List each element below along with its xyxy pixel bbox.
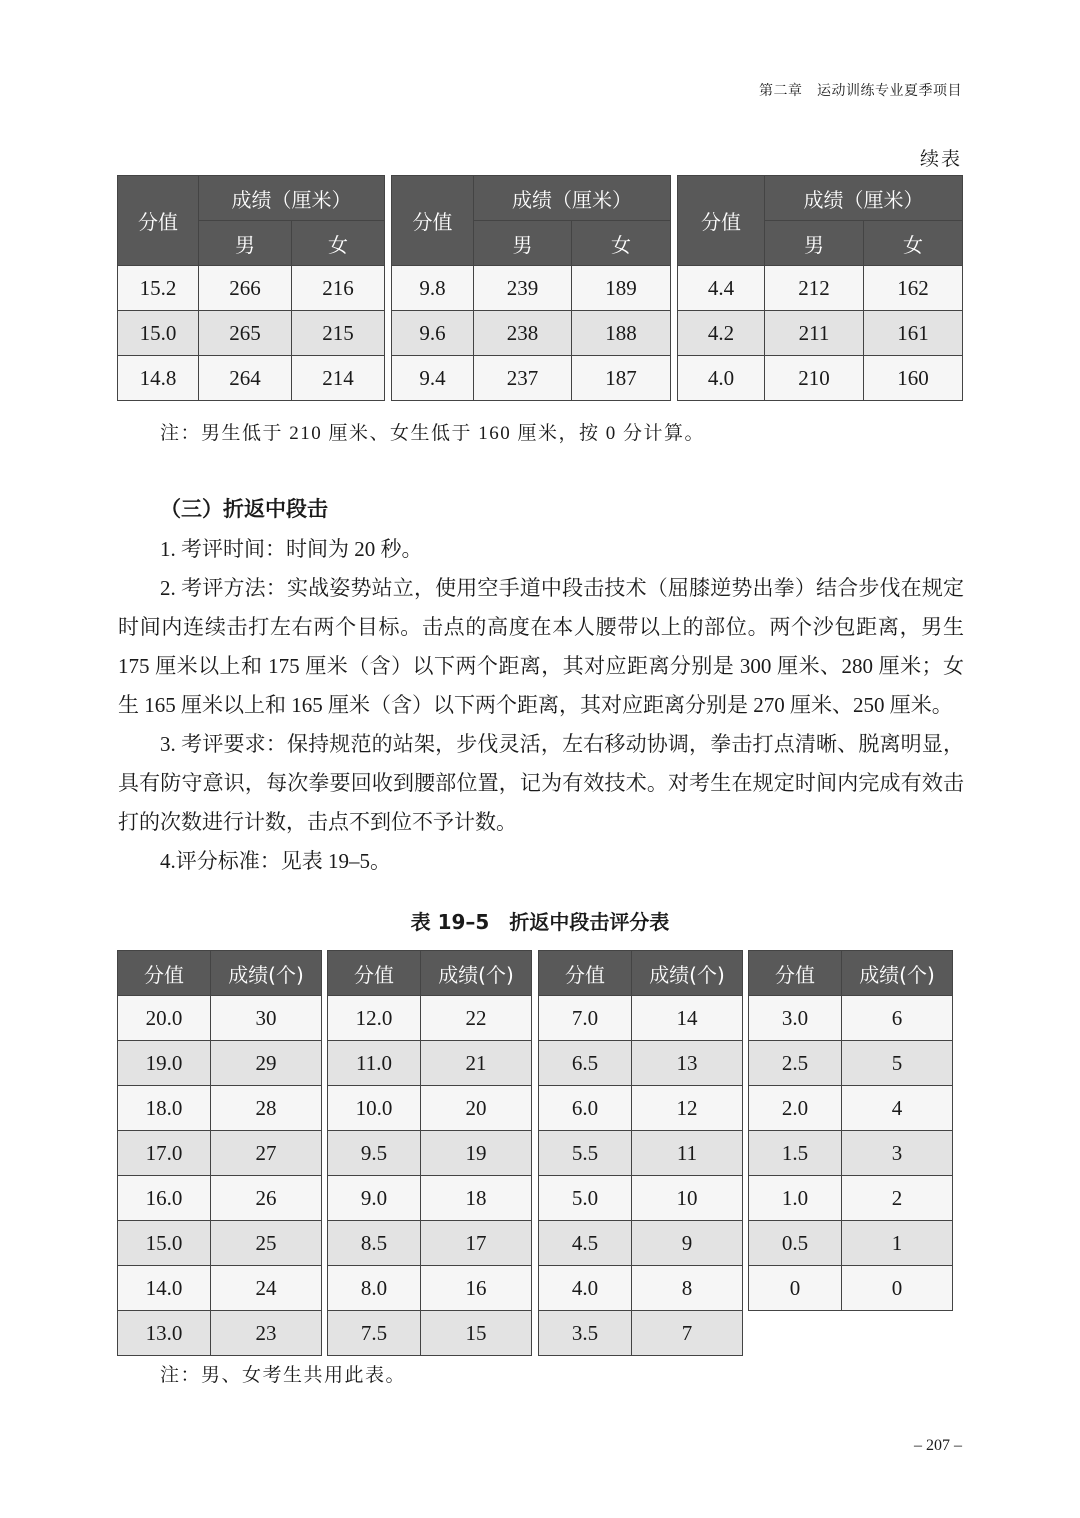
paragraph-standard: 4.评分标准：见表 19–5。 — [160, 849, 391, 873]
table-row — [328, 1311, 532, 1356]
cell-female: 161 — [864, 311, 963, 356]
cell-score: 15.0 — [118, 1221, 211, 1266]
cell-score: 15.0 — [118, 311, 199, 356]
cell-male: 238 — [474, 311, 572, 356]
cell-count: 0 — [842, 1266, 953, 1311]
cell-score: 9.0 — [328, 1176, 421, 1221]
cell-count: 1 — [842, 1221, 953, 1266]
cell-female: 214 — [292, 356, 385, 401]
table-row — [118, 266, 385, 311]
table-row — [539, 996, 743, 1041]
table-row — [749, 1266, 953, 1311]
cell-score: 1.0 — [749, 1176, 842, 1221]
cell-score: 2.0 — [749, 1086, 842, 1131]
table-row — [539, 1176, 743, 1221]
table-row — [118, 1041, 322, 1086]
header-female: 女 — [292, 221, 385, 266]
cell-count: 26 — [211, 1176, 322, 1221]
table-row — [328, 996, 532, 1041]
cell-female: 215 — [292, 311, 385, 356]
header-score: 分值 — [678, 176, 765, 266]
cell-female: 160 — [864, 356, 963, 401]
cell-score: 4.5 — [539, 1221, 632, 1266]
header-female: 女 — [864, 221, 963, 266]
table-row — [118, 1221, 322, 1266]
header-result: 成绩(个) — [842, 951, 953, 996]
cell-count: 27 — [211, 1131, 322, 1176]
cell-score: 5.0 — [539, 1176, 632, 1221]
cell-female: 189 — [572, 266, 671, 311]
table-row — [749, 1131, 953, 1176]
table-row — [328, 1041, 532, 1086]
table-row — [118, 1266, 322, 1311]
cell-count: 12 — [632, 1086, 743, 1131]
header-female: 女 — [572, 221, 671, 266]
cell-male: 239 — [474, 266, 572, 311]
table-row — [539, 1311, 743, 1356]
cell-score: 6.0 — [539, 1086, 632, 1131]
cell-male: 237 — [474, 356, 572, 401]
cell-count: 17 — [421, 1221, 532, 1266]
cell-male: 264 — [199, 356, 292, 401]
paragraph-method: 2. 考评方法：实战姿势站立，使用空手道中段击技术（屈膝逆势出拳）结合步伐在规定时间内连续击打左右两个目标。击点的高度在本人腰带以上的部位。两个沙包距离，男生 175 厘米以上和 175 厘米（含）以下两个距离，其对应距离分别是 300 厘米、280 厘米；女生 165 厘米以上和 165 厘米（含）以下两个距离，其对应距离分别是 270 厘米、250 厘米。 — [118, 576, 964, 717]
cell-score: 0.5 — [749, 1221, 842, 1266]
cell-score: 8.5 — [328, 1221, 421, 1266]
cell-count: 19 — [421, 1131, 532, 1176]
cell-count: 13 — [632, 1041, 743, 1086]
table-row — [678, 266, 963, 311]
cell-score: 4.4 — [678, 266, 765, 311]
score-block-3 — [538, 950, 743, 1356]
cell-count: 15 — [421, 1311, 532, 1356]
cell-count: 30 — [211, 996, 322, 1041]
cell-score: 15.2 — [118, 266, 199, 311]
table-row — [328, 1221, 532, 1266]
header-male: 男 — [199, 221, 292, 266]
table-row — [749, 1041, 953, 1086]
cell-count: 23 — [211, 1311, 322, 1356]
cell-count: 24 — [211, 1266, 322, 1311]
cell-score: 18.0 — [118, 1086, 211, 1131]
cell-male: 211 — [765, 311, 864, 356]
cell-score: 7.5 — [328, 1311, 421, 1356]
cell-score: 5.5 — [539, 1131, 632, 1176]
score-block-2 — [327, 950, 532, 1356]
header-result: 成绩（厘米） — [765, 176, 963, 221]
header-score: 分值 — [392, 176, 474, 266]
cell-male: 266 — [199, 266, 292, 311]
cell-count: 5 — [842, 1041, 953, 1086]
cell-count: 18 — [421, 1176, 532, 1221]
header-score: 分值 — [539, 951, 632, 996]
table-note-bottom: 注：男、女考生共用此表。 — [160, 1365, 407, 1386]
cell-male: 210 — [765, 356, 864, 401]
score-block-1 — [117, 175, 385, 401]
table-row — [392, 356, 671, 401]
table-row — [539, 1131, 743, 1176]
paragraph-time: 1. 考评时间：时间为 20 秒。 — [160, 537, 423, 561]
table-row — [118, 311, 385, 356]
header-score: 分值 — [749, 951, 842, 996]
paragraph-requirements: 3. 考评要求：保持规范的站架，步伐灵活，左右移动协调，拳击打点清晰、脱离明显，具有防守意识，每次拳要回收到腰部位置，记为有效技术。对考生在规定时间内完成有效击打的次数进行计数，击点不到位不予计数。 — [118, 732, 964, 834]
cell-score: 14.0 — [118, 1266, 211, 1311]
table-row — [118, 1311, 322, 1356]
cell-score: 17.0 — [118, 1131, 211, 1176]
table-row — [749, 1086, 953, 1131]
header-score: 分值 — [118, 176, 199, 266]
score-block-4 — [748, 950, 953, 1311]
cell-score: 1.5 — [749, 1131, 842, 1176]
section-heading: （三）折返中段击 — [160, 497, 328, 521]
table-row — [539, 1266, 743, 1311]
score-block-3 — [677, 175, 963, 401]
table-row — [328, 1176, 532, 1221]
cell-score: 7.0 — [539, 996, 632, 1041]
table-row — [118, 1176, 322, 1221]
cell-score: 3.5 — [539, 1311, 632, 1356]
cell-count: 22 — [421, 996, 532, 1041]
cell-score: 11.0 — [328, 1041, 421, 1086]
cell-score: 2.5 — [749, 1041, 842, 1086]
cell-count: 2 — [842, 1176, 953, 1221]
table-row — [118, 1086, 322, 1131]
table-row — [539, 1041, 743, 1086]
cell-score: 10.0 — [328, 1086, 421, 1131]
header-score: 分值 — [118, 951, 211, 996]
cell-score: 19.0 — [118, 1041, 211, 1086]
header-result: 成绩（厘米） — [199, 176, 385, 221]
cell-male: 265 — [199, 311, 292, 356]
header-result: 成绩(个) — [421, 951, 532, 996]
cell-count: 14 — [632, 996, 743, 1041]
cell-score: 4.0 — [539, 1266, 632, 1311]
header-result: 成绩（厘米） — [474, 176, 671, 221]
cell-count: 10 — [632, 1176, 743, 1221]
cell-score: 4.2 — [678, 311, 765, 356]
table-row — [749, 1221, 953, 1266]
continued-label: 续表 — [919, 149, 962, 170]
cell-score: 9.4 — [392, 356, 474, 401]
header-result: 成绩(个) — [632, 951, 743, 996]
table-row — [118, 356, 385, 401]
cell-score: 4.0 — [678, 356, 765, 401]
table-row — [539, 1086, 743, 1131]
table-title: 表 19–5 折返中段击评分表 — [410, 910, 670, 934]
cell-score: 0 — [749, 1266, 842, 1311]
table-note: 注：男生低于 210 厘米、女生低于 160 厘米，按 0 分计算。 — [160, 423, 706, 444]
section-body — [118, 530, 964, 881]
cell-count: 11 — [632, 1131, 743, 1176]
score-block-1 — [117, 950, 322, 1356]
table-row — [539, 1221, 743, 1266]
header-male: 男 — [474, 221, 572, 266]
table-row — [118, 1131, 322, 1176]
cell-count: 8 — [632, 1266, 743, 1311]
table-row — [749, 1176, 953, 1221]
cell-female: 162 — [864, 266, 963, 311]
cell-count: 28 — [211, 1086, 322, 1131]
cell-count: 20 — [421, 1086, 532, 1131]
page-number: – 207 – — [914, 1437, 962, 1454]
cell-female: 187 — [572, 356, 671, 401]
table-row — [678, 311, 963, 356]
score-block-2 — [391, 175, 671, 401]
cell-count: 9 — [632, 1221, 743, 1266]
cell-score: 6.5 — [539, 1041, 632, 1086]
cell-count: 29 — [211, 1041, 322, 1086]
cell-male: 212 — [765, 266, 864, 311]
cell-count: 7 — [632, 1311, 743, 1356]
cell-count: 16 — [421, 1266, 532, 1311]
cell-female: 216 — [292, 266, 385, 311]
table-row — [328, 1086, 532, 1131]
cell-score: 13.0 — [118, 1311, 211, 1356]
table-row — [328, 1131, 532, 1176]
cell-score: 3.0 — [749, 996, 842, 1041]
header-result: 成绩(个) — [211, 951, 322, 996]
cell-female: 188 — [572, 311, 671, 356]
header-male: 男 — [765, 221, 864, 266]
cell-score: 8.0 — [328, 1266, 421, 1311]
table-row — [328, 1266, 532, 1311]
cell-count: 3 — [842, 1131, 953, 1176]
table-row — [118, 996, 322, 1041]
cell-score: 12.0 — [328, 996, 421, 1041]
cell-score: 20.0 — [118, 996, 211, 1041]
running-header: 第二章 运动训练专业夏季项目 — [759, 84, 962, 99]
cell-score: 9.6 — [392, 311, 474, 356]
cell-score: 9.8 — [392, 266, 474, 311]
cell-score: 16.0 — [118, 1176, 211, 1221]
cell-count: 4 — [842, 1086, 953, 1131]
cell-count: 25 — [211, 1221, 322, 1266]
cell-score: 9.5 — [328, 1131, 421, 1176]
cell-score: 14.8 — [118, 356, 199, 401]
table-row — [392, 266, 671, 311]
cell-count: 6 — [842, 996, 953, 1041]
cell-count: 21 — [421, 1041, 532, 1086]
table-row — [678, 356, 963, 401]
header-score: 分值 — [328, 951, 421, 996]
table-row — [392, 311, 671, 356]
table-row — [749, 996, 953, 1041]
